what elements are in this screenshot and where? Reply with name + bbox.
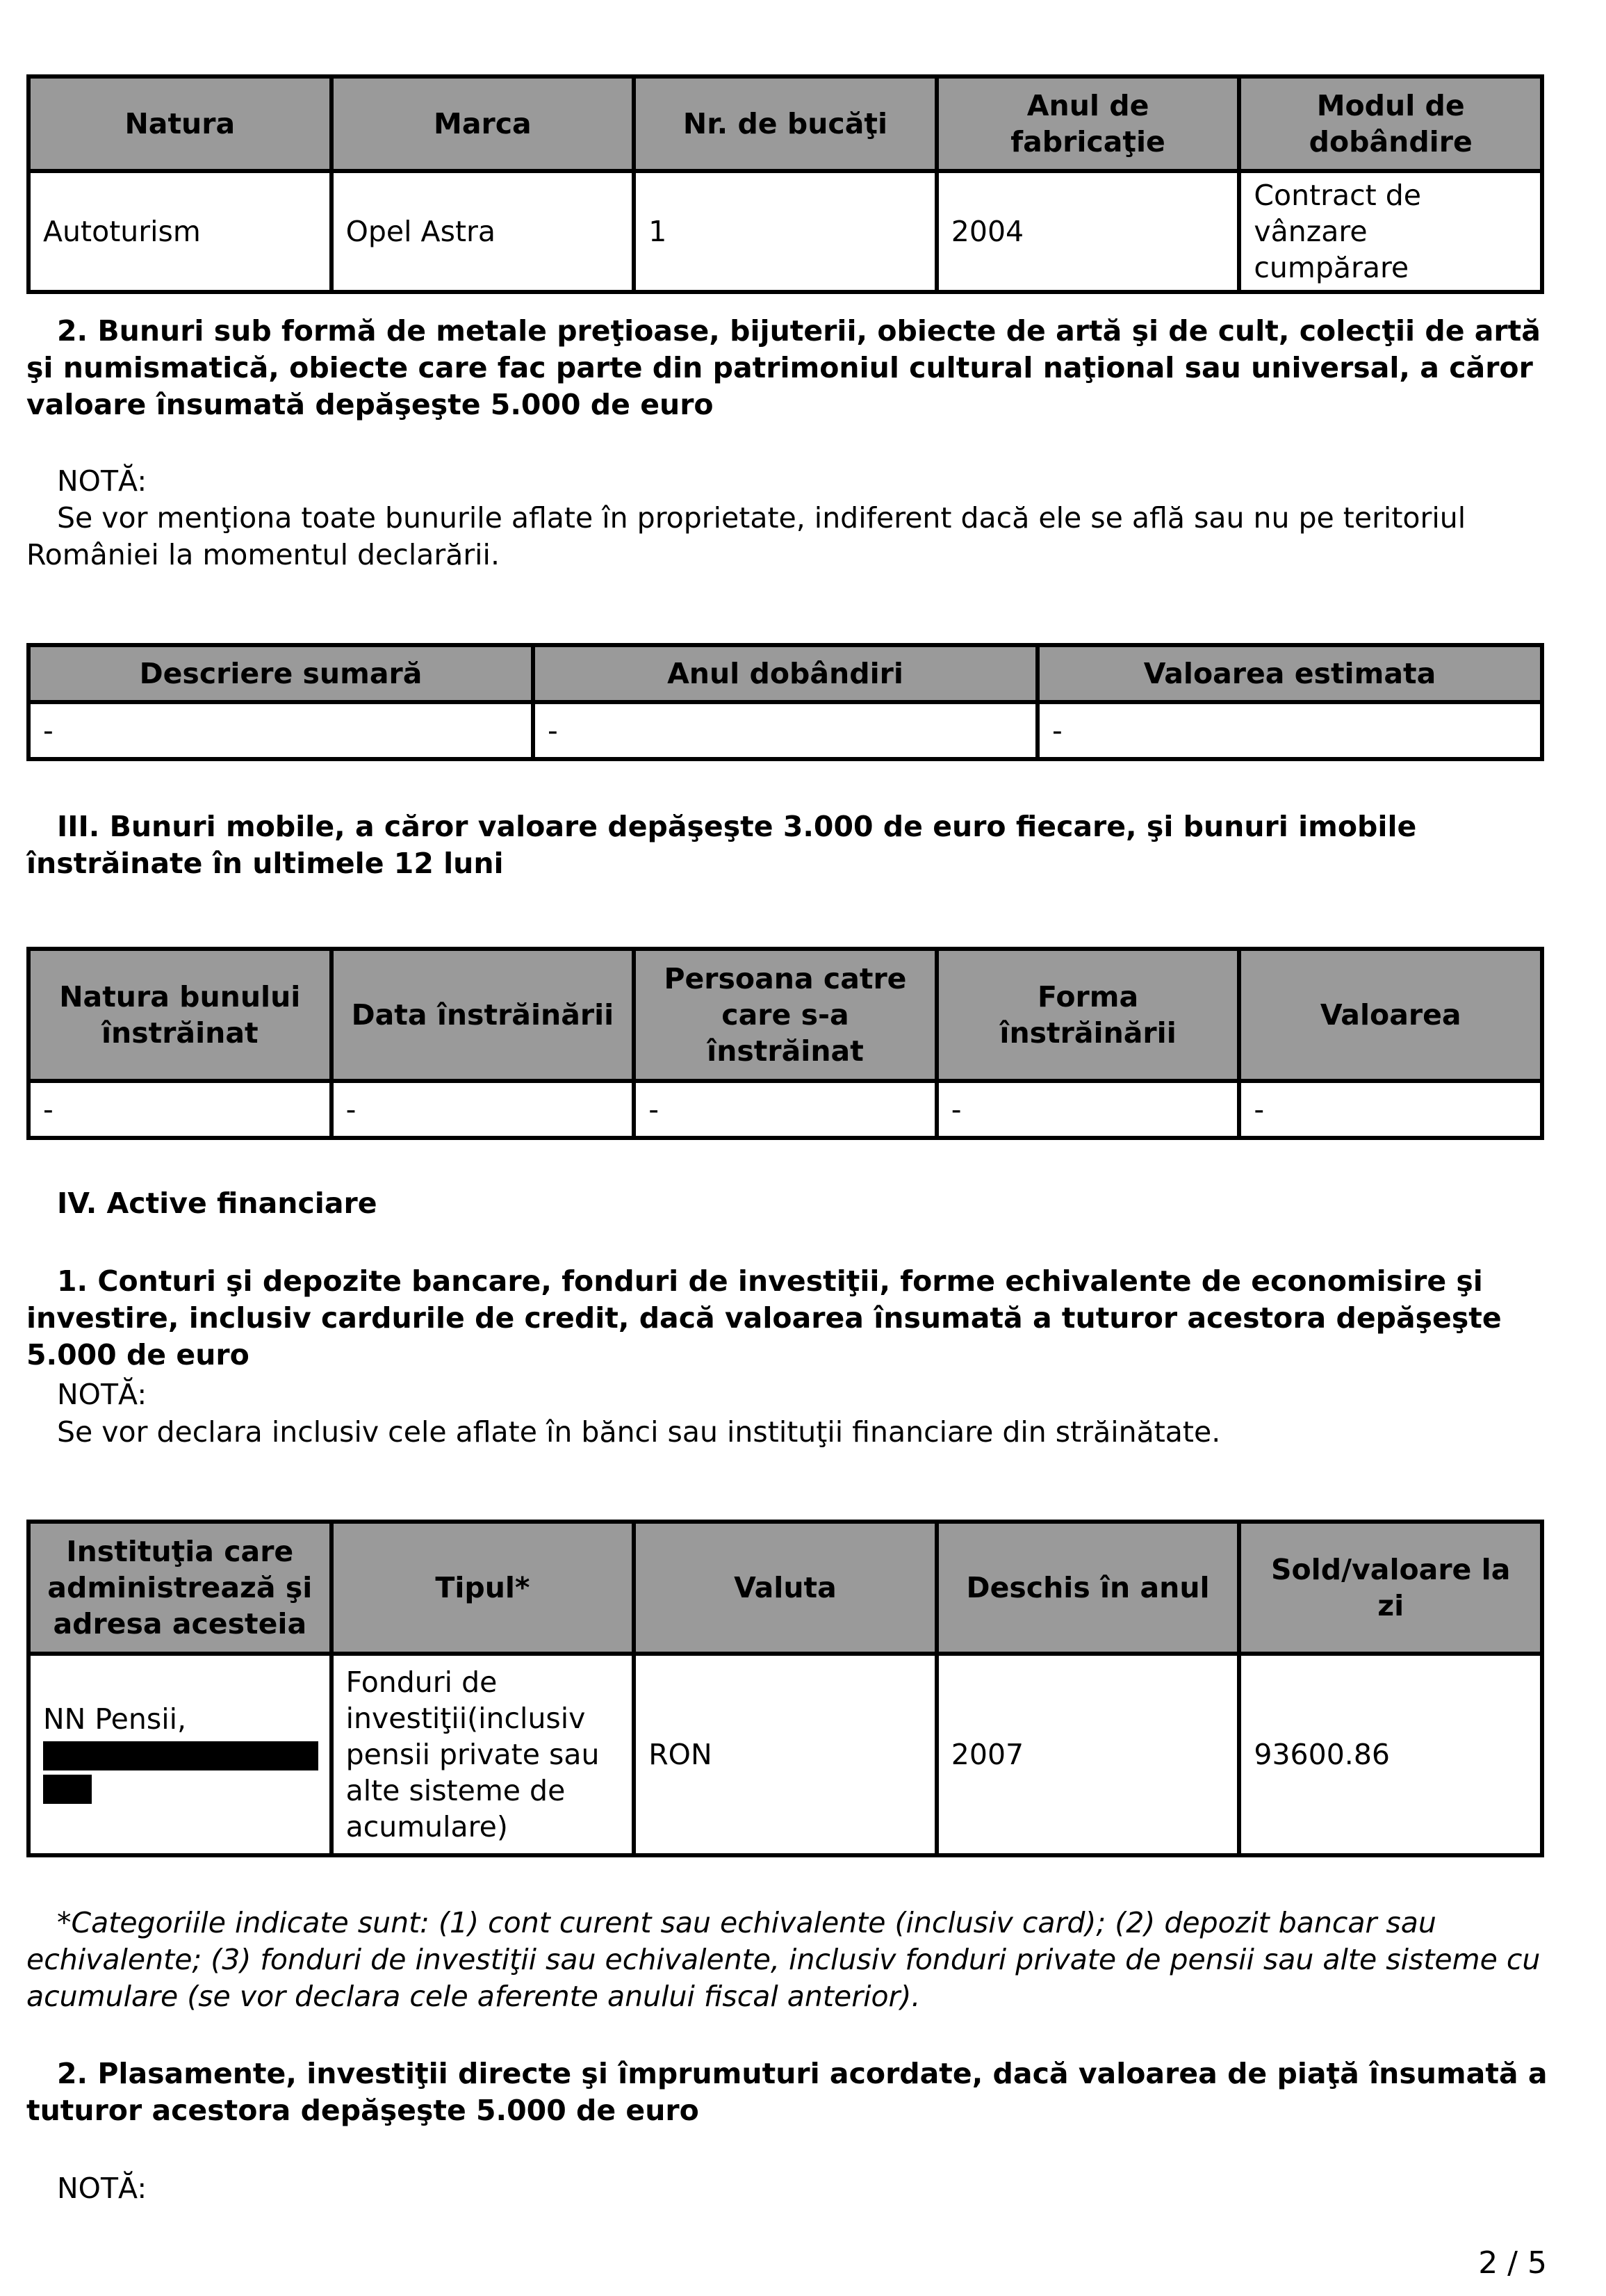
note-text-content: Se vor menţiona toate bunurile aflate în proprietate, indiferent dacă ele se află sau nu pe teritoriul României la momentul declarării. — [26, 501, 1466, 571]
vehicles-table — [26, 74, 1544, 294]
note-label-text: NOTĂ: — [57, 1378, 147, 1411]
table-cell: Autoturism — [28, 171, 331, 292]
note-label — [26, 1376, 1555, 1413]
institution-cell — [28, 1654, 331, 1855]
note-label — [26, 463, 1555, 500]
redaction-bar — [43, 1775, 92, 1804]
section-heading — [26, 1185, 1555, 1222]
table-cell: - — [1038, 702, 1542, 759]
header-cell: Data înstrăinării — [331, 949, 634, 1081]
table-header-row — [28, 76, 1542, 171]
valuables-table — [26, 643, 1544, 761]
page-number: 2 / 5 — [1478, 2245, 1547, 2281]
table-cell: 2007 — [937, 1654, 1240, 1855]
header-cell: Modul de dobândire — [1239, 76, 1542, 171]
table-row — [28, 702, 1542, 759]
subsection-heading-text: 2. Plasamente, investiţii directe şi împrumuturi acordate, dacă valoarea de piaţă însumată a tuturor acestora depăşeşte 5.000 de euro — [26, 2057, 1548, 2127]
header-cell: Valoarea estimata — [1038, 645, 1542, 702]
header-cell: Persoana catre care s-a înstrăinat — [634, 949, 937, 1081]
header-cell: Marca — [331, 76, 634, 171]
table-cell: - — [331, 1081, 634, 1138]
section-heading-text: III. Bunuri mobile, a căror valoare depăşeşte 3.000 de euro fiecare, şi bunuri imobile înstrăinate în ultimele 12 luni — [26, 810, 1417, 880]
note-label — [26, 2170, 1555, 2207]
accounts-table — [26, 1520, 1544, 1857]
subsection-heading — [26, 1263, 1555, 1374]
note-label-text: NOTĂ: — [57, 2172, 147, 2205]
section-heading-text: 2. Bunuri sub formă de metale preţioase, bijuterii, obiecte de artă şi de cult, colecţii de artă şi numismatică, obiecte care fac parte din patrimoniul cultural naţional sau universal, a căror valoare însumată depăşeşte 5.000 de euro — [26, 314, 1541, 421]
table-cell: Opel Astra — [331, 171, 634, 292]
table-header-row — [28, 949, 1542, 1081]
table-cell: Fonduri de investiţii(inclusiv pensii private sau alte sisteme de acumulare) — [331, 1654, 634, 1855]
header-cell: Anul dobândiri — [533, 645, 1038, 702]
table-row — [28, 1654, 1542, 1855]
note-text-content: Se vor declara inclusiv cele aflate în bănci sau instituţii financiare din străinătate. — [57, 1415, 1221, 1449]
footnote-text: *Categoriile indicate sunt: (1) cont curent sau echivalente (inclusiv card); (2) depozit bancar sau echivalente; (3) fonduri de investiţii sau echivalente, inclusiv fonduri private de pensii sau alte sisteme cu acumulare (se vor declara cele aferente anului fiscal anterior). — [26, 1906, 1541, 2013]
table-header-row — [28, 645, 1542, 702]
table-cell: - — [937, 1081, 1240, 1138]
table-row — [28, 1081, 1542, 1138]
header-cell: Valuta — [634, 1522, 937, 1654]
header-cell: Instituţia care administrează şi adresa acesteia — [28, 1522, 331, 1654]
header-cell: Forma înstrăinării — [937, 949, 1240, 1081]
table-cell: RON — [634, 1654, 937, 1855]
table-header-row — [28, 1522, 1542, 1654]
alienated-goods-table — [26, 947, 1544, 1140]
redaction-bar — [43, 1741, 318, 1770]
table-cell: 93600.86 — [1239, 1654, 1542, 1855]
header-cell: Nr. de bucăţi — [634, 76, 937, 171]
section-heading — [26, 313, 1555, 423]
table-cell: - — [1239, 1081, 1542, 1138]
table-row — [28, 171, 1542, 292]
note-text — [26, 1414, 1555, 1451]
footnote — [26, 1905, 1555, 2015]
table-cell: - — [634, 1081, 937, 1138]
section-heading-text: IV. Active financiare — [57, 1187, 377, 1220]
institution-name: NN Pensii, — [43, 1702, 187, 1736]
note-label-text: NOTĂ: — [57, 464, 147, 498]
table-cell: Contract de vânzare cumpărare — [1239, 171, 1542, 292]
header-cell: Anul de fabricaţie — [937, 76, 1240, 171]
header-cell: Sold/valoare la zi — [1239, 1522, 1542, 1654]
section-heading — [26, 808, 1555, 882]
header-cell: Natura bunului înstrăinat — [28, 949, 331, 1081]
note-text — [26, 500, 1555, 573]
table-cell: 2004 — [937, 171, 1240, 292]
table-cell: 1 — [634, 171, 937, 292]
header-cell: Natura — [28, 76, 331, 171]
header-cell: Deschis în anul — [937, 1522, 1240, 1654]
table-cell: - — [28, 702, 533, 759]
table-cell: - — [28, 1081, 331, 1138]
subsection-heading — [26, 2055, 1555, 2129]
header-cell: Tipul* — [331, 1522, 634, 1654]
header-cell: Descriere sumară — [28, 645, 533, 702]
subsection-heading-text: 1. Conturi şi depozite bancare, fonduri de investiţii, forme echivalente de economisire şi investire, inclusiv cardurile de credit, dacă valoarea însumată a tuturor acestora depăşeşte 5.000 de euro — [26, 1264, 1502, 1371]
header-cell: Valoarea — [1239, 949, 1542, 1081]
table-cell: - — [533, 702, 1038, 759]
